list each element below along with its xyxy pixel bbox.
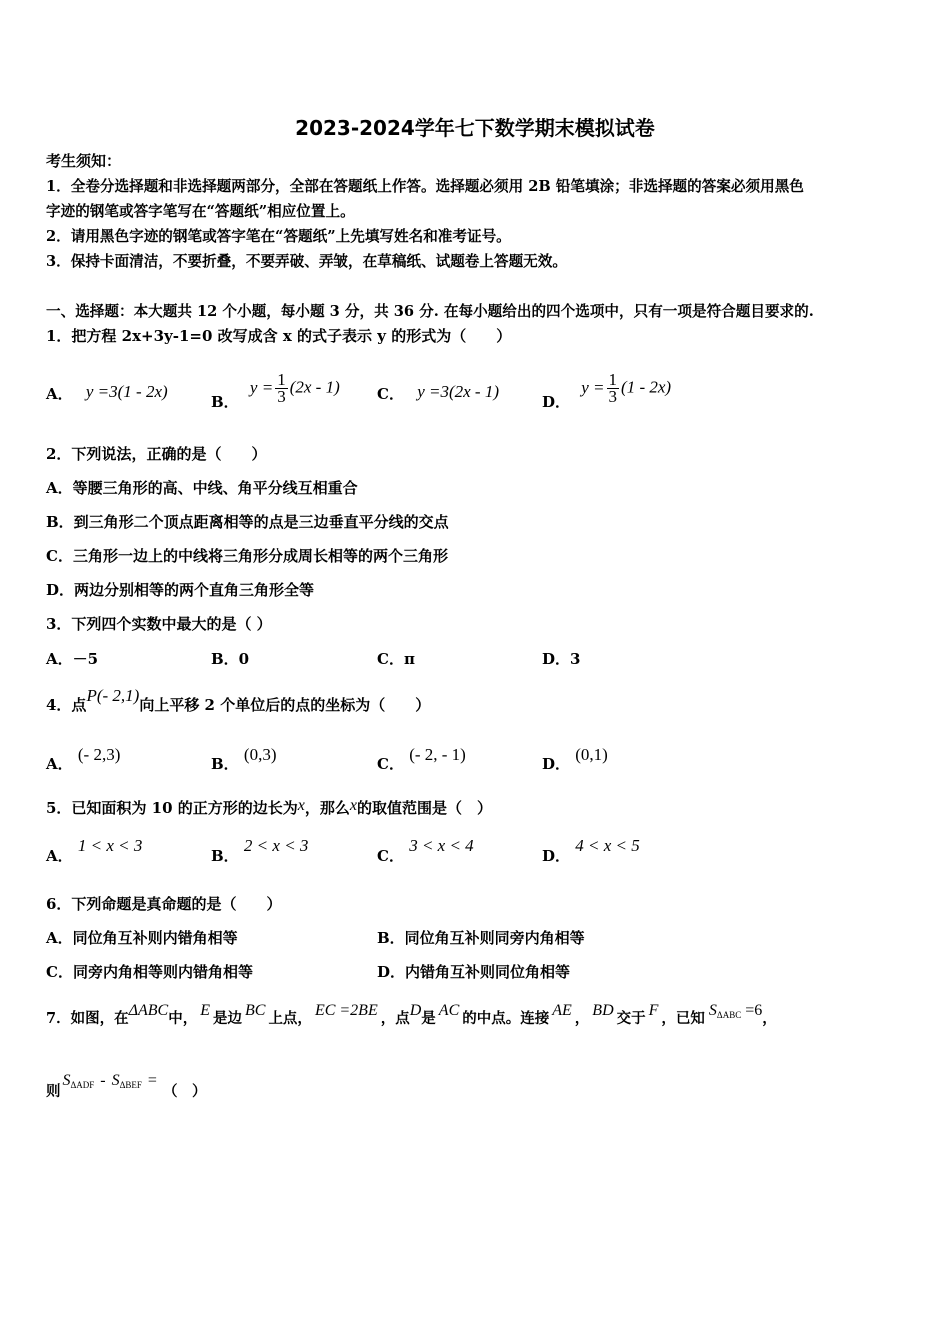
q1-option-a[interactable] [46, 384, 168, 404]
notice-heading: 考生须知： [46, 152, 122, 170]
q1-c-formula: y =3(2x - 1) [417, 382, 499, 401]
q4-option-d[interactable] [542, 745, 608, 773]
area-symbol: S [708, 1002, 717, 1019]
area-symbol: S [62, 1072, 71, 1089]
q7-text: ，点 [380, 1010, 410, 1027]
area-subscript: ΔBEF [119, 1080, 142, 1090]
q7-area-bef [112, 1072, 142, 1089]
q1-b-rhs: (2x - 1) [289, 377, 340, 397]
q2-option-a[interactable]: A．等腰三角形的高、中线、角平分线互相重合 [46, 479, 358, 497]
option-label: B． [211, 847, 239, 865]
option-label: C． [377, 755, 404, 773]
page-title: 2023-2024学年七下数学期末模拟试卷 [295, 116, 655, 140]
q2-option-b[interactable]: B．到三角形二个顶点距离相等的点是三边垂直平分线的交点 [46, 513, 449, 531]
q2-stem: 2．下列说法，正确的是（ ） [46, 445, 267, 463]
option-label: B． [211, 755, 239, 773]
option-label: A． [46, 385, 73, 403]
q7-area-adf [63, 1072, 95, 1089]
q3-option-b[interactable]: B．0 [211, 650, 250, 668]
area-subscript: ΔABC [716, 1010, 742, 1020]
q7-math: D [409, 1002, 422, 1019]
q1-b-fraction: $\frac{1}{3}$ [277, 370, 286, 406]
q4-c-value: (- 2, - 1) [409, 745, 466, 764]
q7-text: 是 [421, 1010, 436, 1027]
q4-stem-pre: 4．点 [46, 696, 87, 714]
q6-stem: 6．下列命题是真命题的是（ ） [46, 895, 282, 913]
q7-area-abc [709, 1002, 741, 1019]
q4-option-b[interactable] [211, 745, 277, 773]
q7-text: 则 [46, 1083, 61, 1100]
option-label: A． [46, 755, 73, 773]
q4-stem [46, 686, 431, 714]
q6-option-a[interactable]: A．同位角互补则内错角相等 [46, 929, 238, 947]
q7-text: 中， [168, 1010, 198, 1027]
q1-option-c[interactable] [377, 384, 499, 404]
q3-option-d[interactable]: D．3 [542, 650, 581, 668]
q5-b-range: 2 < x < 3 [243, 836, 309, 855]
q4-stem-post: 向上平移 2 个单位后的点的坐标为（ ） [139, 696, 431, 714]
q5-stem-post: 的取值范围是（ ） [357, 799, 493, 817]
q5-var-2: x [349, 797, 357, 814]
notice-item-2: 2．请用黑色字迹的钢笔或答字笔在“答题纸”上先填写姓名和准考证号。 [46, 228, 511, 245]
notice-item-3: 3．保持卡面清洁，不要折叠，不要弄破、弄皱，在草稿纸、试题卷上答题无效。 [46, 253, 567, 270]
q5-d-range: 4 < x < 5 [575, 836, 640, 855]
q6-option-d[interactable]: D．内错角互补则同位角相等 [377, 963, 571, 981]
q2-option-d[interactable]: D．两边分别相等的两个直角三角形全等 [46, 581, 315, 599]
area-subscript: ΔADF [70, 1080, 95, 1090]
q4-d-value: (0,1) [575, 745, 608, 764]
q1-b-lhs: y = [249, 377, 274, 397]
q7-minus: - [100, 1072, 106, 1089]
option-label: B． [211, 392, 239, 411]
notice-item-1b: 字迹的钢笔或答字笔写在“答题纸”相应位置上。 [46, 203, 355, 220]
q7-math: EC =2BE [314, 1002, 378, 1019]
option-label: D． [542, 847, 571, 865]
option-label: A． [46, 847, 73, 865]
q4-option-a[interactable] [46, 745, 121, 773]
q7-text: 是边 [212, 1010, 242, 1027]
q1-option-b[interactable] [211, 370, 340, 411]
q7-stem-line-1 [46, 1001, 777, 1027]
q5-a-range: 1 < x < 3 [77, 836, 143, 855]
option-label: D． [542, 392, 571, 411]
q2-option-c[interactable]: C．三角形一边上的中线将三角形分成周长相等的两个三角形 [46, 547, 448, 565]
q5-option-d[interactable] [542, 836, 640, 865]
q1-d-lhs: y = [581, 377, 605, 397]
section-heading: 一、选择题：本大题共 12 个小题，每小题 3 分，共 36 分. 在每小题给出的四个选项中，只有一项是符合题目要求的. [46, 303, 814, 320]
q5-var-1: x [297, 797, 305, 814]
q7-equals: = [147, 1072, 157, 1089]
q7-text: ， [574, 1010, 590, 1027]
q6-option-b[interactable]: B．同位角互补则同旁内角相等 [377, 929, 585, 947]
q7-text: 上点， [268, 1010, 312, 1027]
q7-math: E [200, 1002, 210, 1019]
q5-stem-mid: ，那么 [304, 799, 350, 817]
q7-text: 交于 [616, 1010, 646, 1027]
q7-math: BD [592, 1002, 614, 1019]
area-symbol: S [111, 1072, 120, 1089]
q4-point: P(- 2,1) [86, 686, 140, 705]
q7-text: ， [762, 1010, 777, 1027]
q7-math: ΔABC [128, 1002, 169, 1019]
q7-text: 7．如图，在 [46, 1010, 129, 1027]
q3-option-a[interactable]: A．－5 [46, 650, 99, 668]
q3-option-c[interactable]: C．π [377, 650, 415, 668]
q1-d-fraction: $\frac{1}{3}$ [608, 370, 618, 406]
q1-a-formula: y =3(1 - 2x) [85, 382, 168, 401]
q7-area-value: =6 [745, 1002, 763, 1019]
q7-text: 的中点。连接 [462, 1010, 550, 1027]
q5-c-range: 3 < x < 4 [409, 836, 474, 855]
q1-d-rhs: (1 - 2x) [621, 377, 672, 397]
q7-text: ，已知 [661, 1010, 705, 1027]
notice-item-1a: 1．全卷分选择题和非选择题两部分，全部在答题纸上作答。选择题必须用 2B 铅笔填涂；非选择题的答案必须用黑色 [46, 178, 804, 195]
q4-option-c[interactable] [377, 745, 466, 773]
q4-b-value: (0,3) [243, 745, 277, 764]
q5-option-b[interactable] [211, 836, 309, 865]
q5-stem-pre: 5．已知面积为 10 的正方形的边长为 [46, 799, 298, 817]
q5-stem [46, 798, 492, 819]
q7-math: AC [438, 1002, 460, 1019]
q1-stem: 1．把方程 2x+3y-1=0 改写成含 x 的式子表示 y 的形式为（ ） [46, 327, 512, 345]
option-label: D． [542, 755, 571, 773]
q7-math: BC [244, 1002, 266, 1019]
option-label: C． [377, 847, 404, 865]
q6-option-c[interactable]: C．同旁内角相等则内错角相等 [46, 963, 253, 981]
q5-option-a[interactable] [46, 836, 143, 865]
q7-math: AE [552, 1002, 572, 1019]
q5-option-c[interactable] [377, 836, 474, 865]
q3-stem: 3．下列四个实数中最大的是（ ） [46, 615, 272, 633]
q7-text: （ ） [162, 1083, 207, 1100]
q4-a-value: (- 2,3) [77, 745, 121, 764]
q7-stem-line-2 [46, 1071, 207, 1100]
option-label: C． [377, 385, 404, 403]
q7-math: F [648, 1002, 659, 1019]
q1-option-d[interactable] [542, 370, 672, 411]
